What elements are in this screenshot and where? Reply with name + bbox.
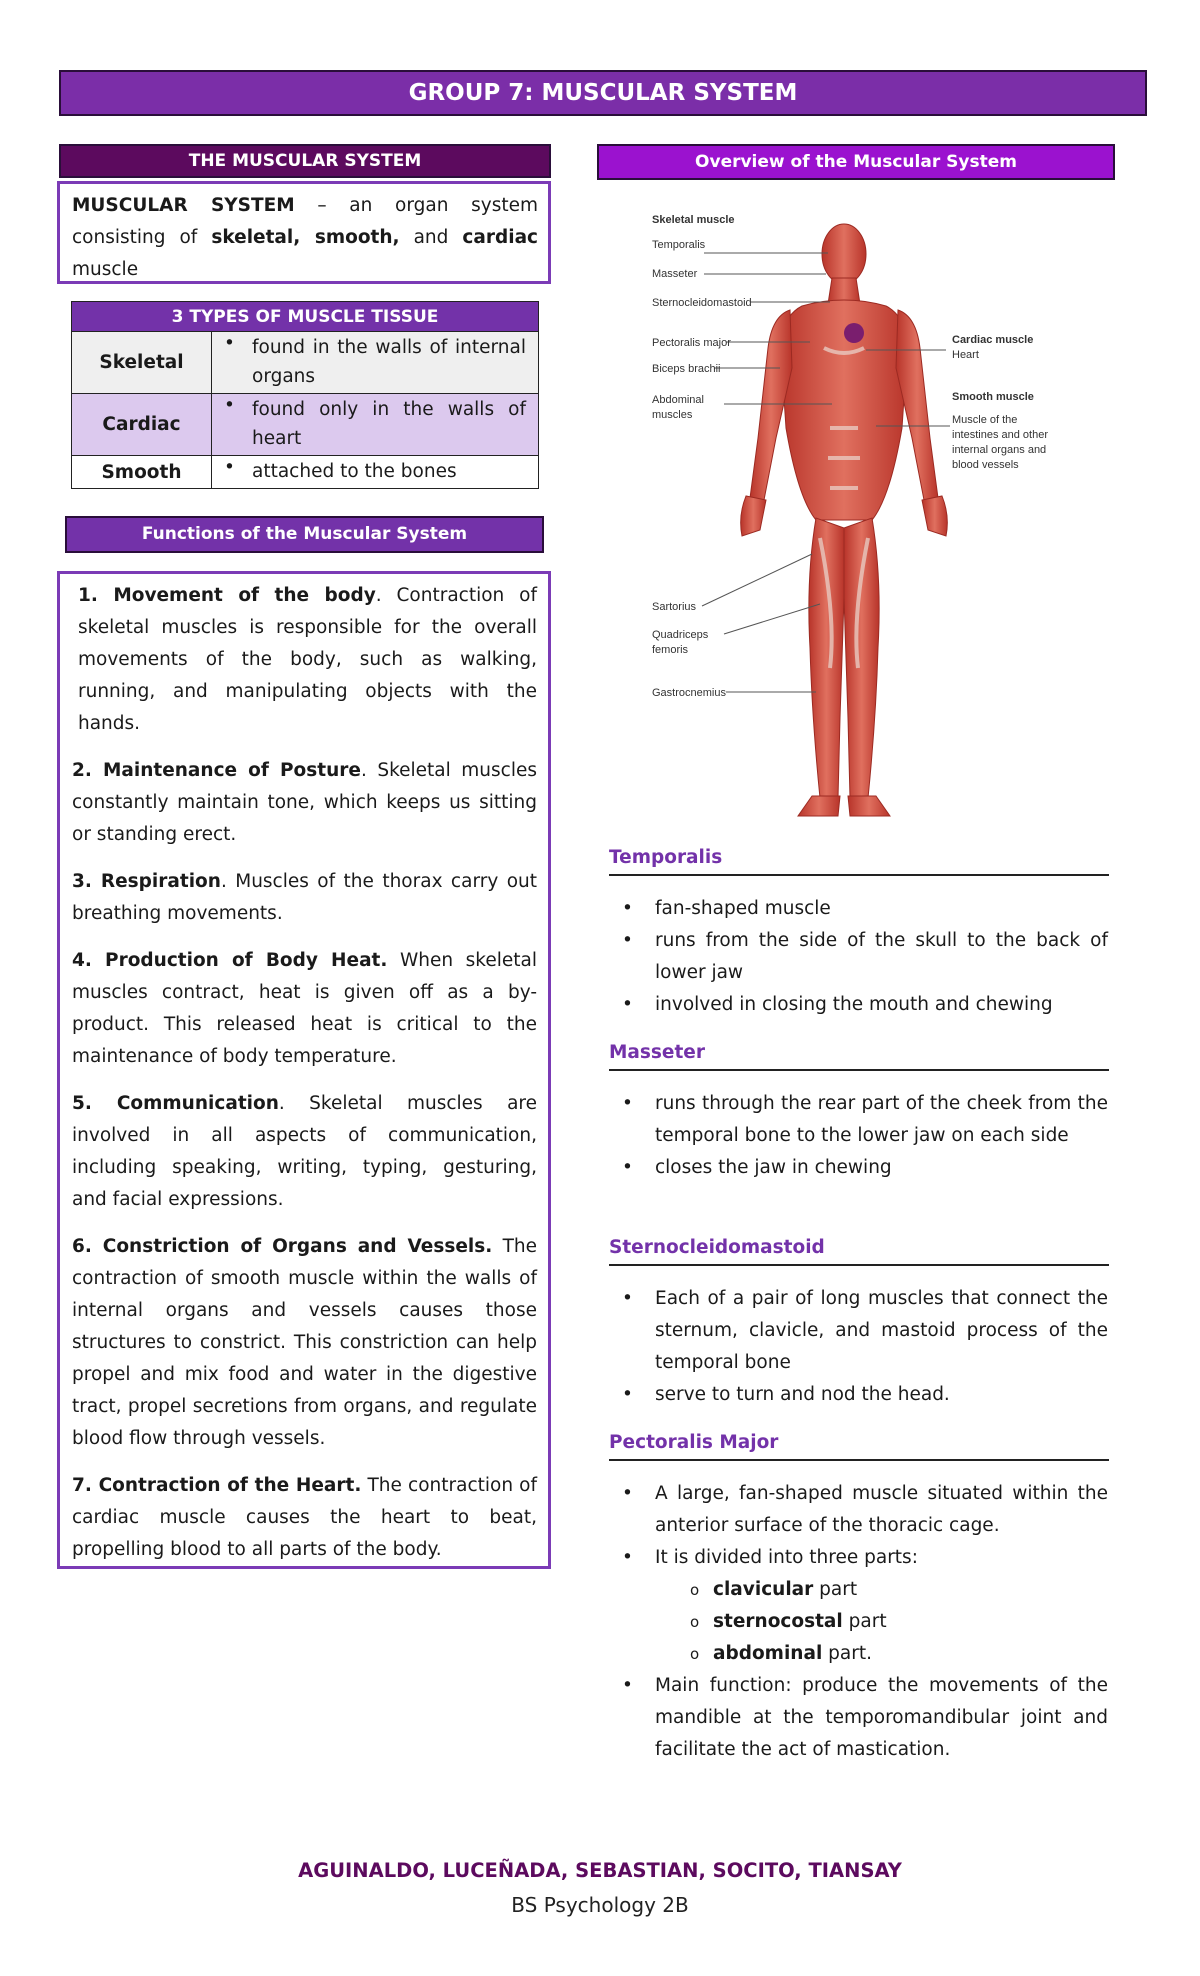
tissue-name: Skeletal (72, 332, 212, 394)
sternocleidomastoid-list (608, 1283, 1108, 1411)
tissue-desc: found only in the walls of heart (252, 399, 526, 449)
function-text: . Contraction of skeletal muscles is responsible for the overall movements of the body, such as walking, running, and manipulating objects with the hands. (78, 585, 537, 734)
heart-illustration (844, 323, 864, 343)
bullet-icon: • (622, 1093, 633, 1114)
masseter-list (608, 1088, 1108, 1184)
function-item (72, 755, 537, 851)
footer-authors: AGUINALDO, LUCEÑADA, SEBASTIAN, SOCITO, TIANSAY (298, 1859, 902, 1882)
bullet-icon: • (224, 457, 235, 478)
bullet-icon: • (622, 1483, 633, 1504)
muscle-tissue-table (71, 301, 539, 489)
label-cardiac-muscle: Cardiac muscle (952, 334, 1034, 346)
bullet-icon: • (622, 1288, 633, 1309)
definition-term: MUSCULAR SYSTEM (72, 195, 295, 216)
list-item (608, 1379, 1108, 1411)
definition-text: muscle (72, 259, 139, 280)
label-smooth-desc: intestines and other (952, 429, 1049, 441)
list-item-text: fan-shaped muscle (655, 898, 831, 919)
bullet-icon: • (224, 395, 235, 416)
label-gastrocnemius: Gastrocnemius (652, 687, 726, 699)
functions-box (57, 571, 551, 1569)
list-item (608, 1088, 1108, 1152)
part-name: sternocostal (713, 1611, 843, 1632)
function-title: 4. Production of Body Heat. (72, 950, 388, 971)
function-item (72, 866, 537, 930)
list-item-text: runs through the rear part of the cheek from the temporal bone to the lower jaw on each side (655, 1093, 1108, 1146)
function-title: 3. Respiration (72, 871, 221, 892)
temporalis-list (608, 893, 1108, 1021)
list-item-text: runs from the side of the skull to the back of lower jaw (655, 930, 1108, 983)
list-item (608, 1283, 1108, 1379)
tissue-name: Smooth (72, 456, 212, 489)
table-row (72, 332, 539, 394)
label-smooth-desc: blood vessels (952, 459, 1019, 471)
human-body-illustration (741, 224, 948, 816)
masseter-heading: Masseter (609, 1042, 1109, 1071)
label-biceps-brachii: Biceps brachii (652, 363, 721, 375)
page-title: GROUP 7: MUSCULAR SYSTEM (59, 70, 1147, 116)
function-item (72, 1231, 537, 1455)
list-item (608, 1670, 1108, 1766)
functions-header: Functions of the Muscular System (65, 516, 544, 553)
function-item (72, 580, 537, 740)
part-suffix: part (813, 1579, 858, 1600)
function-title: 5. Communication (72, 1093, 279, 1114)
tissue-desc: attached to the bones (252, 461, 457, 482)
bullet-icon: • (622, 1547, 633, 1568)
function-title: 1. Movement of the body (78, 585, 376, 606)
label-abdominal: Abdominal (652, 394, 704, 406)
pectoralis-major-list (608, 1478, 1108, 1766)
sub-list-item (608, 1574, 1108, 1606)
bullet-icon: • (622, 1384, 633, 1405)
bullet-icon: • (622, 1675, 633, 1696)
muscular-system-header: THE MUSCULAR SYSTEM (59, 144, 551, 178)
list-item (608, 1542, 1108, 1574)
function-title: 7. Contraction of the Heart. (72, 1475, 362, 1496)
definition-text: and (399, 227, 463, 248)
footer-course: BS Psychology 2B (511, 1893, 689, 1917)
function-item (72, 1470, 537, 1566)
circle-bullet-icon: o (690, 1645, 700, 1663)
temporalis-heading: Temporalis (609, 847, 1109, 876)
definition-text: – an organ system consisting of (72, 195, 539, 248)
overview-header: Overview of the Muscular System (597, 144, 1115, 180)
list-item (608, 1478, 1108, 1542)
list-item-text: serve to turn and nod the head. (655, 1384, 950, 1405)
sub-list-item (608, 1606, 1108, 1638)
label-masseter: Masseter (652, 268, 698, 280)
list-item (608, 925, 1108, 989)
function-text: . Skeletal muscles constantly maintain tone, which keeps us sitting or standing erect. (72, 760, 537, 845)
list-item-text: It is divided into three parts: (655, 1547, 918, 1568)
sternocleidomastoid-heading: Sternocleidomastoid (609, 1237, 1109, 1266)
part-suffix: part (842, 1611, 887, 1632)
bullet-icon: • (622, 930, 633, 951)
part-name: clavicular (713, 1579, 814, 1600)
part-name: abdominal (713, 1643, 823, 1664)
label-smooth-muscle: Smooth muscle (952, 391, 1034, 403)
label-temporalis: Temporalis (652, 239, 706, 251)
list-item-text: A large, fan-shaped muscle situated within the anterior surface of the thoracic cage. (655, 1483, 1108, 1536)
function-text: The contraction of cardiac muscle causes the heart to beat, propelling blood to all parts of the body. (72, 1475, 538, 1560)
definition-bold-types: skeletal, smooth, (211, 227, 400, 248)
bullet-icon: • (622, 994, 633, 1015)
function-text: . Skeletal muscles are involved in all aspects of communication, including speaking, writing, typing, gesturing, and facial expressions. (72, 1093, 537, 1210)
definition-bold-cardiac: cardiac (462, 227, 539, 248)
label-quadriceps: Quadriceps (652, 629, 709, 641)
tissue-name: Cardiac (72, 394, 212, 456)
label-smooth-desc: Muscle of the (952, 414, 1018, 426)
list-item (608, 989, 1108, 1021)
pectoralis-major-heading: Pectoralis Major (609, 1432, 1109, 1461)
list-item-text: Each of a pair of long muscles that connect the sternum, clavicle, and mastoid process of the temporal bone (655, 1288, 1108, 1373)
label-skeletal-muscle: Skeletal muscle (652, 214, 735, 226)
bullet-icon: • (224, 333, 235, 354)
function-item (72, 1088, 537, 1216)
function-text: The contraction of smooth muscle within the walls of internal organs and vessels causes those structures to constrict. This constriction can help propel and mix food and water in the digestive tract, propel secretions from organs, and regulate blood flow through vessels. (72, 1236, 537, 1449)
circle-bullet-icon: o (690, 1581, 700, 1599)
label-sartorius: Sartorius (652, 601, 697, 613)
tissue-desc: found in the walls of internal organs (252, 337, 526, 387)
part-suffix: part. (822, 1643, 872, 1664)
function-title: 6. Constriction of Organs and Vessels. (72, 1236, 493, 1257)
tissue-table-header: 3 TYPES OF MUSCLE TISSUE (72, 302, 539, 332)
list-item-text: Main function: produce the movements of the mandible at the temporomandibular joint and facilitate the act of mastication. (655, 1675, 1108, 1760)
bullet-icon: • (622, 1157, 633, 1178)
function-title: 2. Maintenance of Posture (72, 760, 361, 781)
sub-list-item (608, 1638, 1108, 1670)
function-text: . Muscles of the thorax carry out breathing movements. (72, 871, 537, 924)
list-item-text: closes the jaw in chewing (655, 1157, 892, 1178)
label-heart: Heart (952, 349, 979, 361)
list-item (608, 893, 1108, 925)
label-abdominal-2: muscles (652, 409, 693, 421)
list-item (608, 1152, 1108, 1184)
function-item (72, 945, 537, 1073)
label-quadriceps-2: femoris (652, 644, 689, 656)
label-pectoralis-major: Pectoralis major (652, 337, 731, 349)
muscular-system-figure (640, 198, 1110, 828)
table-row (72, 394, 539, 456)
label-smooth-desc: internal organs and (952, 444, 1047, 456)
label-sternocleidomastoid: Sternocleidomastoid (652, 297, 752, 309)
bullet-icon: • (622, 898, 633, 919)
circle-bullet-icon: o (690, 1613, 700, 1631)
list-item-text: involved in closing the mouth and chewing (655, 994, 1053, 1015)
table-row (72, 456, 539, 489)
definition-box (57, 181, 551, 284)
function-text: When skeletal muscles contract, heat is given off as a by-product. This released heat is critical to the maintenance of body temperature. (72, 950, 537, 1067)
